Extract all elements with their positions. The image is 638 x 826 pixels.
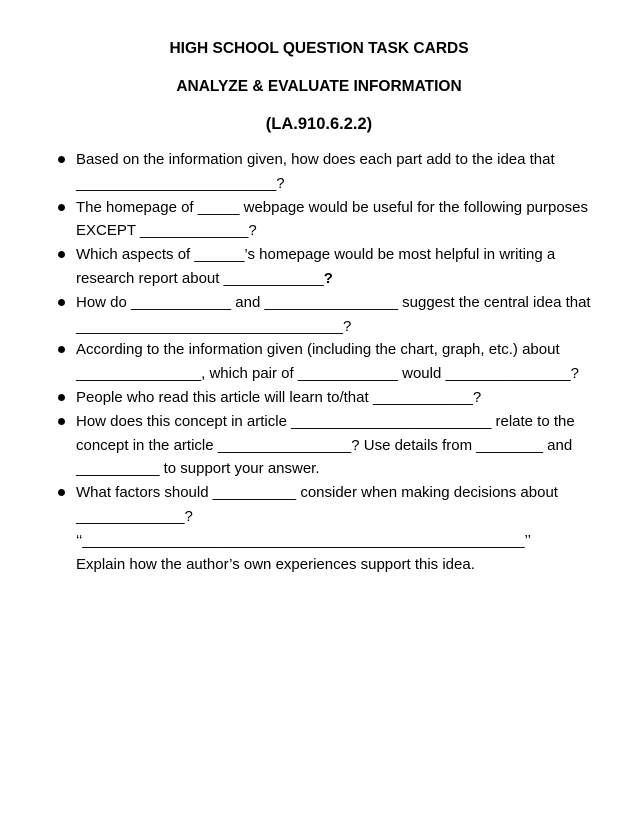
bullet-icon bbox=[58, 251, 65, 258]
bold-question-mark: ? bbox=[323, 269, 333, 287]
question-text-continued: _______________, which pair of ____________ would _______________? bbox=[76, 365, 579, 383]
question-text-fragment: research report about ____________ bbox=[76, 269, 324, 287]
page-subtitle: ANALYZE & EVALUATE INFORMATION bbox=[176, 78, 462, 95]
standard-code: (LA.910.6.2.2) bbox=[265, 115, 373, 133]
question-text-continued bbox=[76, 267, 608, 291]
bullet-icon bbox=[58, 418, 65, 425]
page-title: HIGH SCHOOL QUESTION TASK CARDS bbox=[169, 40, 469, 57]
question-item-1 bbox=[0, 148, 638, 196]
bullet-icon bbox=[58, 489, 65, 496]
question-text: According to the information given (including the chart, graph, etc.) about bbox=[76, 341, 560, 359]
question-text: How does this concept in article ________________________ relate to the bbox=[76, 412, 575, 430]
question-text: Based on the information given, how does each part add to the idea that bbox=[76, 151, 555, 168]
bullet-icon bbox=[58, 346, 65, 353]
question-text-continued: __________ to support your answer. bbox=[76, 460, 320, 478]
question-text-continued: ________________________? bbox=[76, 174, 285, 192]
bullet-icon bbox=[58, 299, 65, 306]
question-text-continued: ________________________________? bbox=[76, 317, 352, 335]
question-text: How do ____________ and ________________ suggest the central idea that bbox=[76, 293, 591, 311]
question-item-2 bbox=[0, 196, 638, 244]
question-item-3 bbox=[0, 243, 638, 291]
question-item-6 bbox=[0, 386, 638, 410]
question-list bbox=[0, 148, 638, 576]
question-text-continued: _____________? bbox=[76, 507, 193, 525]
question-text-continued: EXCEPT _____________? bbox=[76, 222, 257, 240]
question-text-continued: concept in the article ________________? Use details from ________ and bbox=[76, 436, 573, 454]
question-item-5 bbox=[0, 338, 638, 386]
question-item-8 bbox=[0, 481, 638, 529]
question-item-4 bbox=[0, 291, 638, 339]
question-text: The homepage of _____ webpage would be useful for the following purposes bbox=[76, 198, 589, 216]
bullet-icon bbox=[58, 156, 65, 163]
question-text: Which aspects of ______’s homepage would be most helpful in writing a bbox=[76, 246, 556, 264]
question-text: What factors should __________ consider when making decisions about bbox=[76, 484, 558, 502]
quote-blank-line: ‘‘_____________________________________________________’’ bbox=[76, 531, 531, 549]
bullet-icon bbox=[58, 204, 65, 211]
final-prompt: Explain how the author’s own experiences support this idea. bbox=[76, 555, 475, 573]
bullet-icon bbox=[58, 394, 65, 401]
question-text: People who read this article will learn to/that ____________? bbox=[76, 388, 482, 406]
question-item-7 bbox=[0, 410, 638, 481]
